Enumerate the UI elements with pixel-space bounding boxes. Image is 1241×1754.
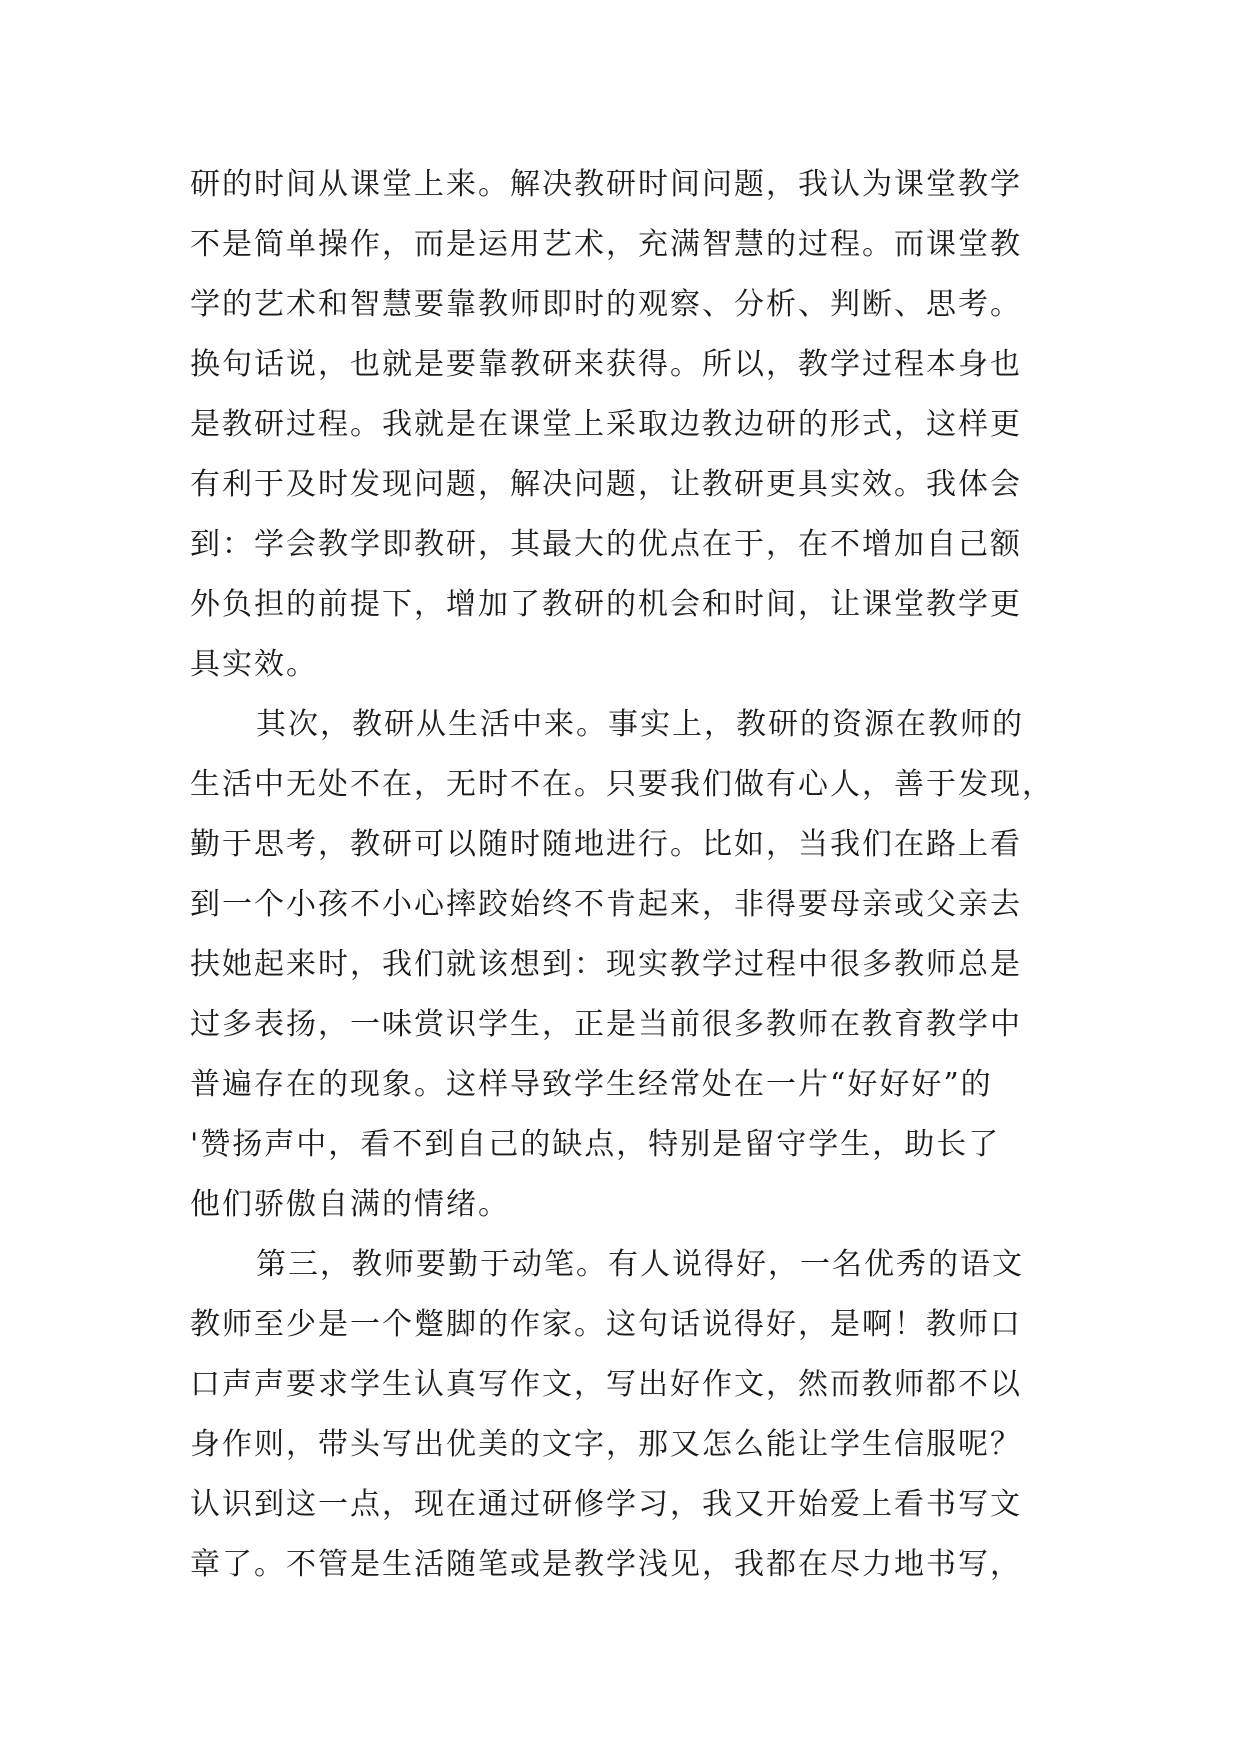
- text-line: 是教研过程。我就是在课堂上采取边教边研的形式，这样更: [190, 407, 1022, 442]
- text-line: 不是简单操作，而是运用艺术，充满智慧的过程。而课堂教: [190, 227, 1022, 262]
- text-line: 具实效。: [190, 647, 318, 682]
- text-line: '赞扬声中，看不到自己的缺点，特别是留守学生，助长了: [190, 1127, 1001, 1162]
- text-line: 研的时间从课堂上来。解决教研时间问题，我认为课堂教学: [190, 167, 1022, 202]
- text-line: 普遍存在的现象。这样导致学生经常处在一片“好好好”的: [190, 1067, 993, 1102]
- text-line: 有利于及时发现问题，解决问题，让教研更具实效。我体会: [190, 467, 1022, 502]
- text-line: 到：学会教学即教研，其最大的优点在于，在不增加自己额: [190, 527, 1022, 562]
- text-line: 过多表扬，一味赏识学生，正是当前很多教师在教育教学中: [190, 1007, 1022, 1042]
- text-line: 换句话说，也就是要靠教研来获得。所以，教学过程本身也: [190, 347, 1022, 382]
- text-line: 扶她起来时，我们就该想到：现实教学过程中很多教师总是: [190, 947, 1022, 982]
- text-line: 教师至少是一个蹩脚的作家。这句话说得好，是啊！教师口: [190, 1307, 1022, 1342]
- text-line: 口声声要求学生认真写作文，写出好作文，然而教师都不以: [190, 1367, 1022, 1402]
- text-line: 身作则，带头写出优美的文字，那又怎么能让学生信服呢？: [190, 1427, 1022, 1462]
- text-line: 认识到这一点，现在通过研修学习，我又开始爱上看书写文: [190, 1487, 1022, 1522]
- text-line: 勤于思考，教研可以随时随地进行。比如，当我们在路上看: [190, 827, 1022, 862]
- text-line: 外负担的前提下，增加了教研的机会和时间，让课堂教学更: [190, 587, 1022, 622]
- text-line: 他们骄傲自满的情绪。: [190, 1187, 510, 1222]
- text-line: 章了。不管是生活随笔或是教学浅见，我都在尽力地书写，: [190, 1547, 1022, 1582]
- document-body: [190, 155, 1070, 1595]
- text-line: 到一个小孩不小心摔跤始终不肯起来，非得要母亲或父亲去: [190, 887, 1022, 922]
- paragraph-first-line: 其次，教研从生活中来。事实上，教研的资源在教师的: [256, 707, 1024, 742]
- paragraph-first-line: 第三，教师要勤于动笔。有人说得好，一名优秀的语文: [256, 1247, 1024, 1282]
- text-line: 生活中无处不在，无时不在。只要我们做有心人，善于发现，: [190, 767, 1054, 802]
- text-line: 学的艺术和智慧要靠教师即时的观察、分析、判断、思考。: [190, 287, 1022, 322]
